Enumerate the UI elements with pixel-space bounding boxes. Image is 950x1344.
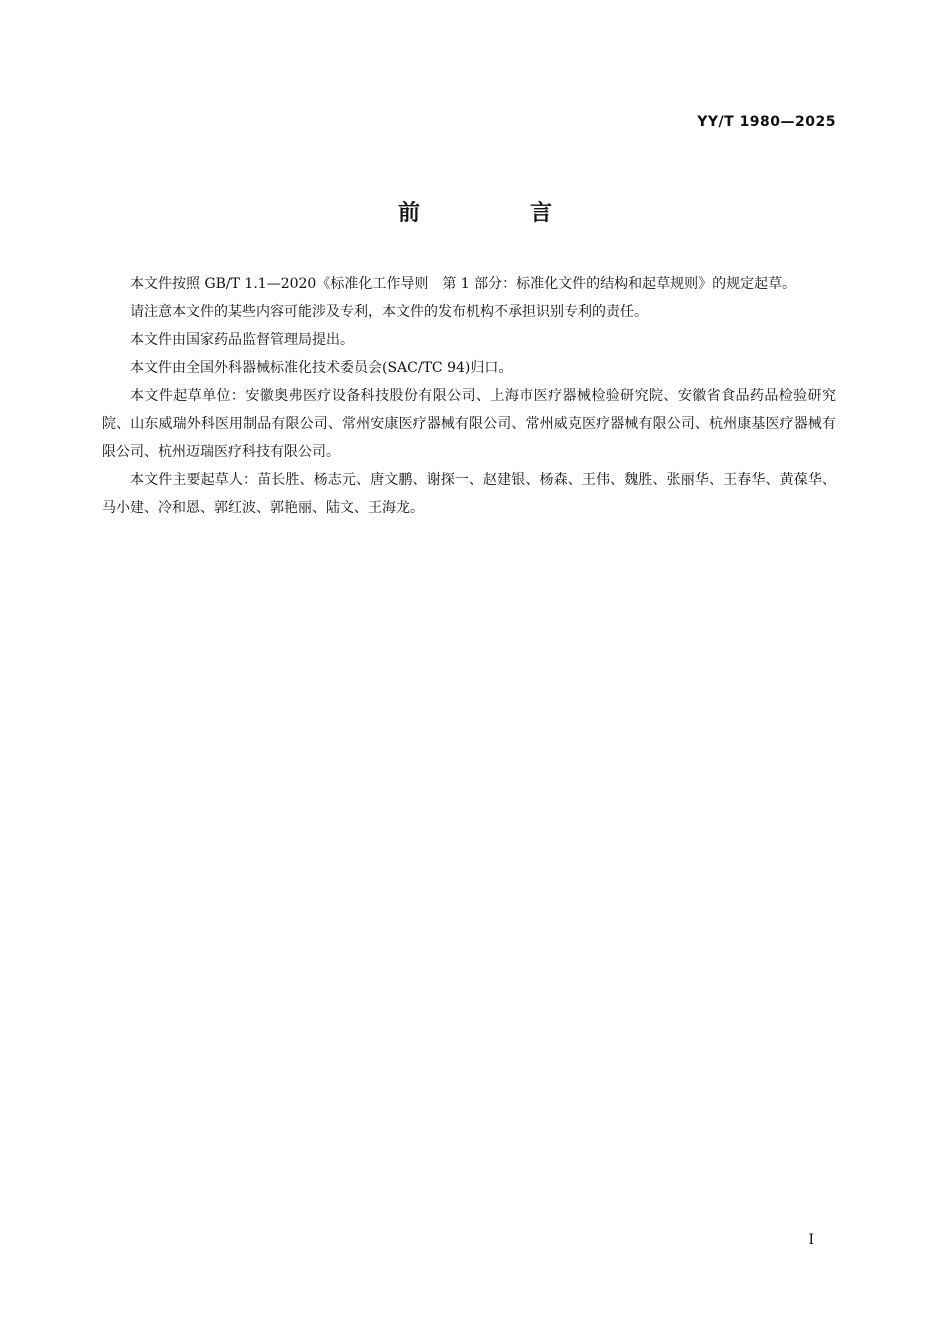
paragraph-main-drafters: 本文件主要起草人：苗长胜、杨志元、唐文鹏、谢探一、赵建银、杨森、王伟、魏胜、张丽华、王春华、黄葆华、马小建、冷和恩、郭红波、郭艳丽、陆文、王海龙。 <box>102 472 836 516</box>
page-number: I <box>808 1232 814 1248</box>
paragraph-drafting-units: 本文件起草单位：安徽奥弗医疗设备科技股份有限公司、上海市医疗器械检验研究院、安徽省食品药品检验研究院、山东威瑞外科医用制品有限公司、常州安康医疗器械有限公司、常州威克医疗器械有限公司、杭州康基医疗器械有限公司、杭州迈瑞医疗科技有限公司。 <box>102 388 836 460</box>
paragraph-proposed-by: 本文件由国家药品监督管理局提出。 <box>130 332 354 348</box>
page-title: 前 言 <box>397 201 596 226</box>
paragraph-patent-notice: 请注意本文件的某些内容可能涉及专利，本文件的发布机构不承担识别专利的责任。 <box>130 304 648 320</box>
foreword-body <box>102 270 836 522</box>
paragraph-technical-committee: 本文件由全国外科器械标准化技术委员会(SAC/TC 94)归口。 <box>130 360 513 376</box>
standard-code: YY/T 1980—2025 <box>697 114 836 130</box>
paragraph-drafting-rules: 本文件按照 GB/T 1.1—2020《标准化工作导则 第 1 部分：标准化文件的结构和起草规则》的规定起草。 <box>130 276 797 292</box>
